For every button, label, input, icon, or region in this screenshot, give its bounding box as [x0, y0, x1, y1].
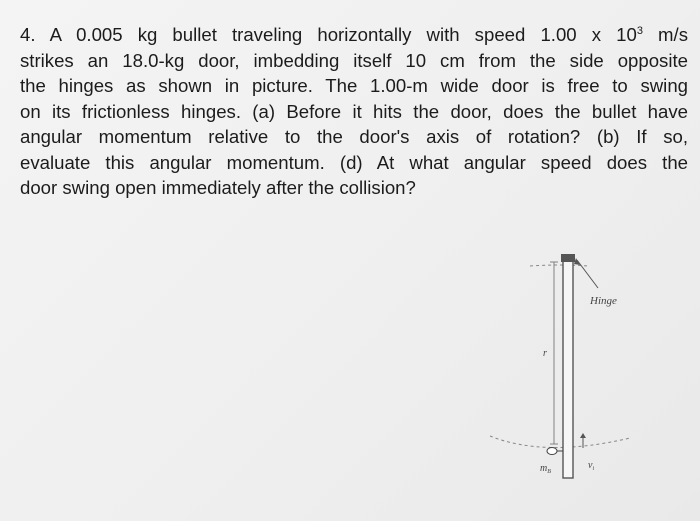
velocity-label: $v_i$ — [588, 460, 595, 472]
door — [563, 256, 573, 478]
speed-unit: m/s — [658, 24, 688, 45]
problem-line-1: 4. A 0.005 kg bullet traveling horizontally with speed 1.00 x $10^3$ m/s — [20, 24, 688, 45]
problem-line-7: door swing open immediately after the collision? — [20, 177, 416, 198]
hinge-label: Hinge — [590, 295, 617, 307]
problem-text — [20, 22, 688, 201]
bullet — [547, 448, 557, 455]
bottom-swing-arc — [490, 436, 630, 448]
problem-line-3: the hinges as shown in picture. The 1.00-m wide door is free to swing — [20, 75, 688, 96]
top-swing-arc — [530, 265, 588, 266]
problem-line-2: strikes an 18.0-kg door, imbedding itself 10 cm from the side opposite — [20, 49, 688, 71]
problem-number: 4. — [20, 24, 36, 45]
r-label: r — [543, 348, 547, 359]
mass-label: $m_B$ — [540, 463, 551, 475]
problem-line-6: evaluate this angular momentum. (d) At what angular speed does the — [20, 151, 688, 173]
problem-line-5: angular momentum relative to the door's axis of rotation? (b) If so, — [20, 126, 688, 147]
problem-line-4: on its frictionless hinges. (a) Before it hits the door, does the bullet have — [20, 100, 688, 122]
hinge-block — [561, 254, 575, 262]
hinge-leader — [577, 260, 598, 288]
exponent: 3 — [636, 25, 643, 37]
door-diagram — [480, 248, 660, 488]
